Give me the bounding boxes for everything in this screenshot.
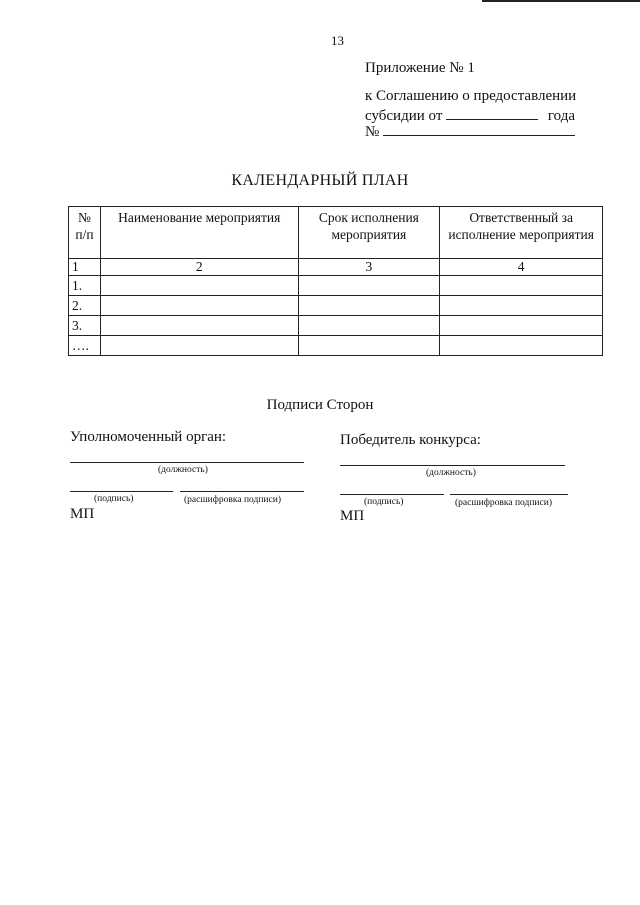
left-signature-caption: (подпись)	[94, 494, 134, 504]
row-number: 2.	[69, 296, 101, 316]
right-stamp-label: МП	[340, 508, 365, 524]
header-event-name: Наименование мероприятия	[100, 207, 298, 259]
header-deadline: Срок исполнения мероприятия	[298, 207, 440, 259]
page-number: 13	[331, 33, 344, 48]
annex-number-blank	[383, 121, 575, 136]
column-number-row	[69, 259, 603, 276]
annex-reference-line: к Соглашению о предоставлении	[365, 88, 577, 104]
table-row	[69, 276, 603, 296]
left-stamp-label: МП	[70, 506, 95, 522]
left-decoding-caption: (расшифровка подписи)	[184, 495, 281, 505]
calendar-plan-table	[68, 206, 603, 356]
left-decoding-line	[180, 491, 304, 492]
right-decoding-caption: (расшифровка подписи)	[455, 498, 552, 508]
event-name-cell	[100, 296, 298, 316]
deadline-cell	[298, 336, 440, 356]
table-row	[69, 336, 603, 356]
right-decoding-line	[450, 494, 568, 495]
right-position-line	[340, 465, 565, 466]
column-number: 4	[440, 259, 603, 276]
right-signature-caption: (подпись)	[364, 497, 404, 507]
column-number: 2	[100, 259, 298, 276]
deadline-cell	[298, 316, 440, 336]
row-number: 1.	[69, 276, 101, 296]
responsible-cell	[440, 336, 603, 356]
event-name-cell	[100, 276, 298, 296]
deadline-cell	[298, 276, 440, 296]
left-position-caption: (должность)	[158, 465, 208, 475]
responsible-cell	[440, 276, 603, 296]
row-number: ….	[69, 336, 101, 356]
annex-date-suffix: года	[547, 108, 576, 124]
plan-title: КАЛЕНДАРНЫЙ ПЛАН	[231, 172, 409, 189]
annex-title: Приложение № 1	[365, 60, 475, 76]
right-position-caption: (должность)	[426, 468, 476, 478]
column-number: 3	[298, 259, 440, 276]
table-row	[69, 296, 603, 316]
column-number: 1	[69, 259, 101, 276]
signatures-title: Подписи Сторон	[266, 397, 374, 413]
left-position-line	[70, 462, 304, 463]
left-party-label: Уполномоченный орган:	[70, 429, 227, 445]
right-party-label: Победитель конкурса:	[340, 432, 481, 448]
top-rule	[482, 0, 640, 2]
right-signature-line	[340, 494, 444, 495]
row-number: 3.	[69, 316, 101, 336]
table-row	[69, 316, 603, 336]
left-signature-line	[70, 491, 173, 492]
responsible-cell	[440, 296, 603, 316]
responsible-cell	[440, 316, 603, 336]
annex-date-blank	[446, 105, 538, 120]
header-number: № п/п	[69, 207, 101, 259]
annex-date-prefix: субсидии от	[365, 108, 443, 124]
deadline-cell	[298, 296, 440, 316]
annex-number-line	[365, 121, 575, 141]
table-header-row	[69, 207, 603, 259]
header-responsible: Ответственный за исполнение мероприятия	[440, 207, 603, 259]
annex-number-prefix: №	[365, 124, 380, 140]
event-name-cell	[100, 316, 298, 336]
event-name-cell	[100, 336, 298, 356]
